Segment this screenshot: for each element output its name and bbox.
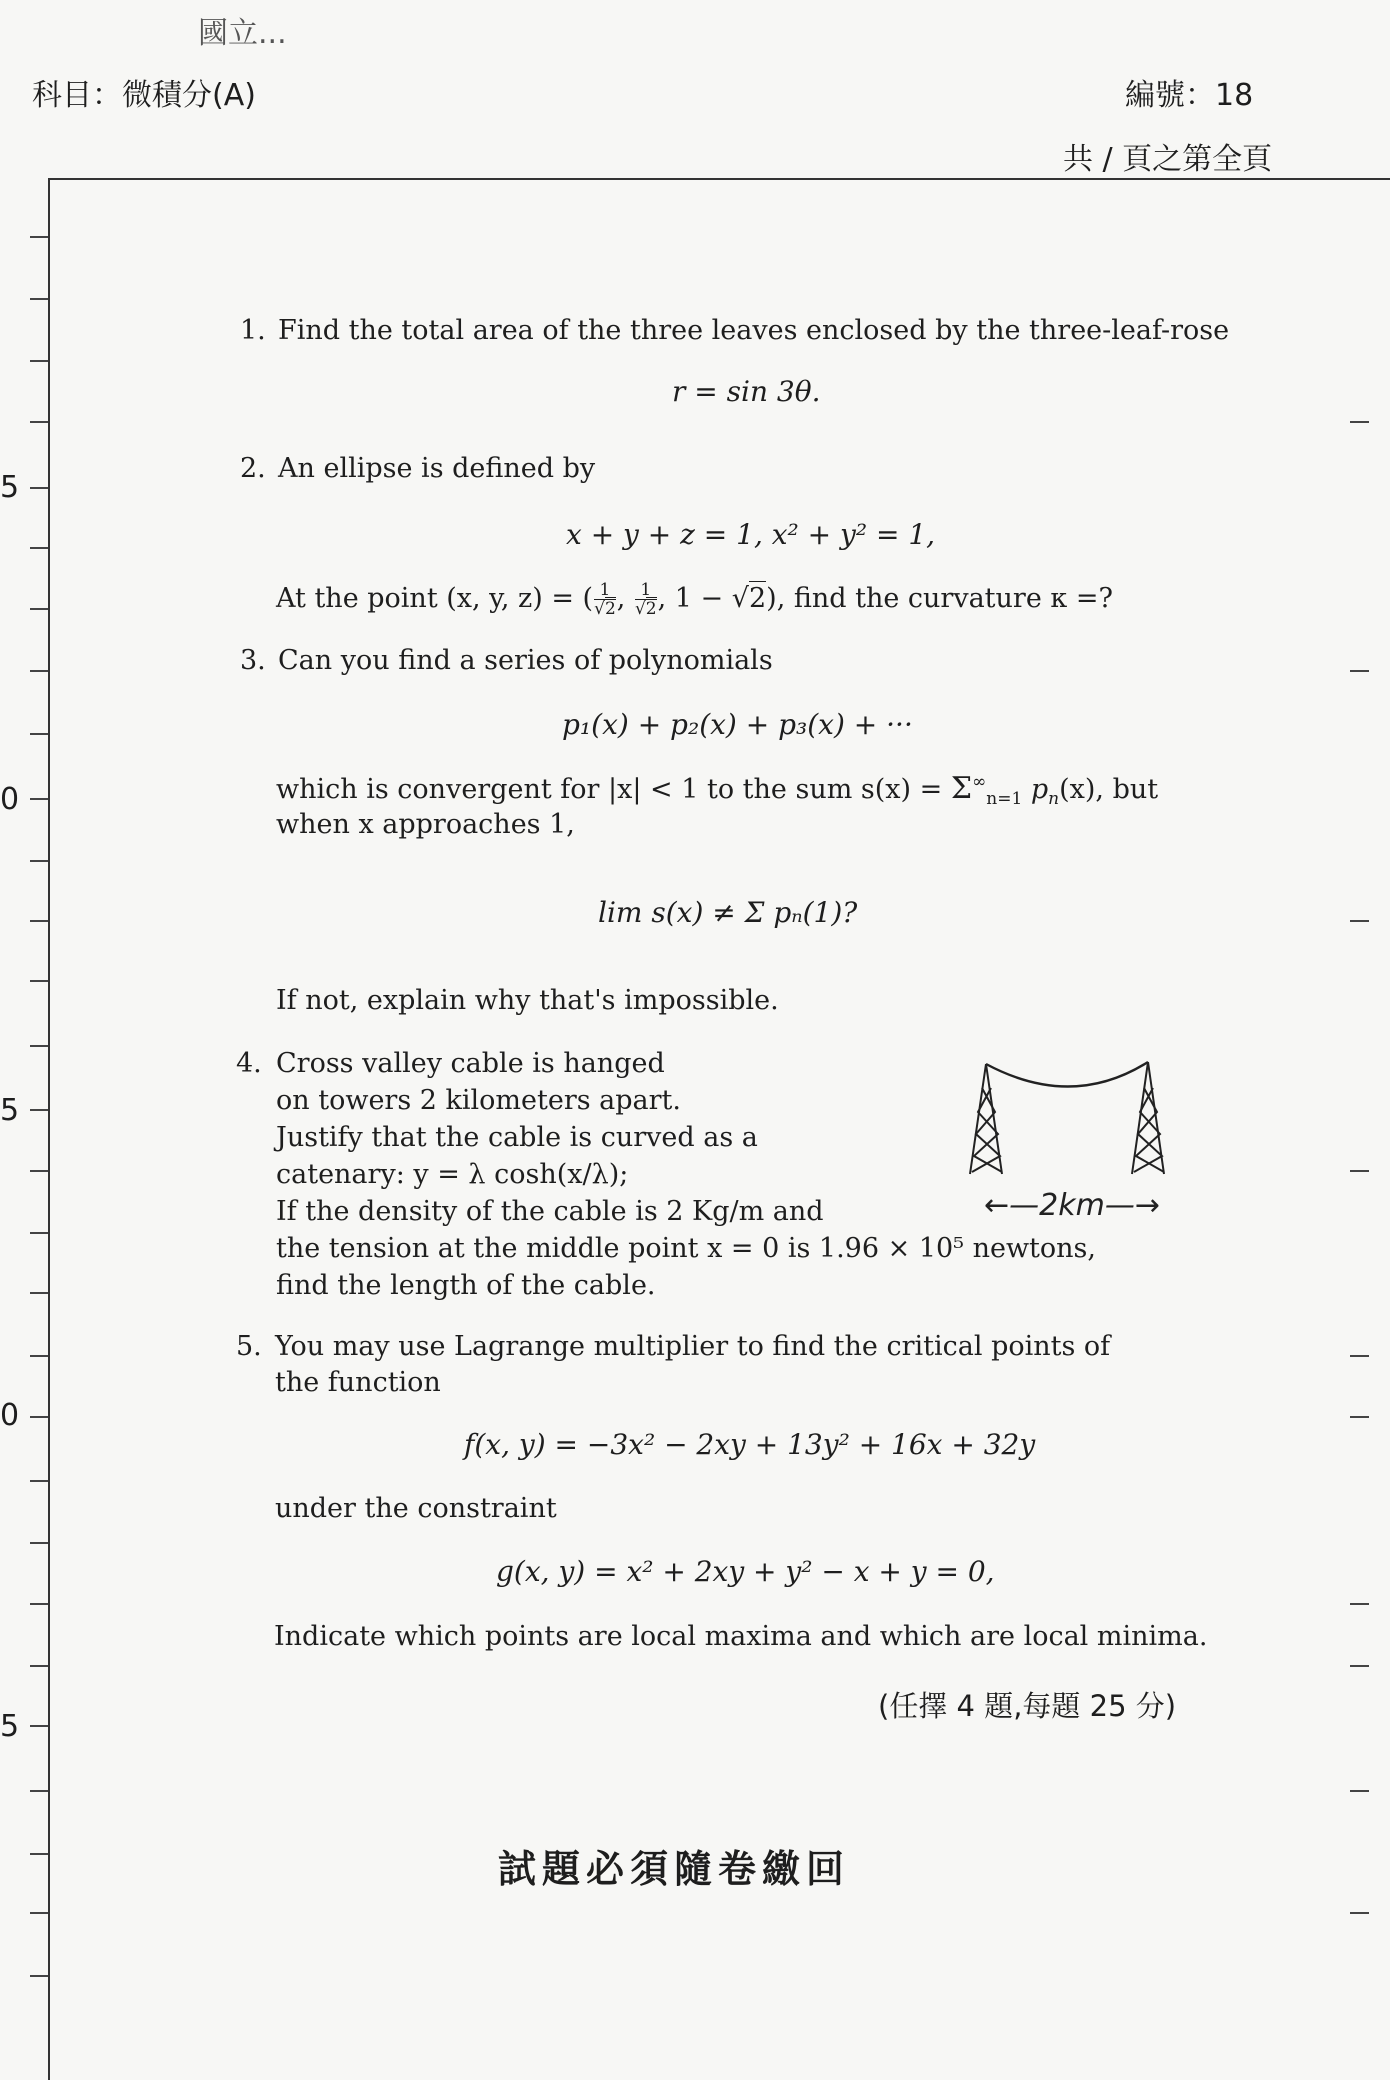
question-5-constraint-text: under the constraint xyxy=(275,1493,557,1524)
question-3-line2-b: p xyxy=(1030,774,1049,805)
question-5-line: You may use Lagrange multiplier to find the critical points of xyxy=(275,1331,1111,1362)
question-2-equation: x + y + z = 1, x² + y² = 1, xyxy=(566,518,936,551)
question-4-number: 4. xyxy=(236,1048,262,1079)
right-tower-icon xyxy=(1132,1062,1164,1174)
question-1-text: Find the total area of the three leaves enclosed by the three-leaf-rose xyxy=(278,315,1230,346)
question-3-equation: p₁(x) + p₂(x) + p₃(x) + ··· xyxy=(562,708,913,741)
question-2-text: An ellipse is defined by xyxy=(278,453,596,484)
ruler-number: 5 xyxy=(0,470,20,505)
ruler-number: 5 xyxy=(0,1093,20,1128)
question-4-line: Cross valley cable is hanged xyxy=(276,1048,665,1079)
question-5-line: the function xyxy=(275,1367,441,1398)
header-scribble: 國立... xyxy=(198,16,287,51)
question-4-line: If the density of the cable is 2 Kg/m and xyxy=(276,1196,824,1227)
fraction: $\frac{1}{√2}$ xyxy=(634,580,657,619)
ruler-number: 0 xyxy=(0,782,20,817)
question-4-line: on towers 2 kilometers apart. xyxy=(276,1085,681,1116)
question-3-number: 3. xyxy=(240,645,266,676)
question-5-closing: Indicate which points are local maxima and which are local minima. xyxy=(274,1621,1208,1652)
question-2-number: 2. xyxy=(240,453,266,484)
question-3-line2: which is convergent for |x| < 1 to the sum $s(x) = \Sigma^\infty_{n=1}$ $p_n(x)$, but xyxy=(276,771,1159,809)
question-5-number: 5. xyxy=(236,1331,262,1362)
return-paper-notice: 試題必須隨卷繳回 xyxy=(498,1847,851,1891)
question-2-followup: At the point (x, y, z) = ( $\frac{1}{√2}$ , $\frac{1}{√2}$ , 1 − √2), find the curvature κ =? xyxy=(276,580,1113,619)
question-3-line3: when x approaches 1, xyxy=(276,809,575,840)
question-4-line: catenary: y = λ cosh(x/λ); xyxy=(276,1159,629,1190)
question-3-closing: If not, explain why that's impossible. xyxy=(276,985,779,1016)
question-4-line: Justify that the cable is curved as a xyxy=(276,1122,758,1153)
question-1-equation: r = sin 3θ. xyxy=(672,375,821,408)
ruler-number: 5 xyxy=(0,1709,20,1744)
selection-instruction: (任擇 4 題,每題 25 分) xyxy=(878,1689,1177,1723)
left-tower-icon xyxy=(970,1064,1002,1174)
page-count: 共 / 頁之第全頁 xyxy=(1063,142,1273,177)
question-4-line: the tension at the middle point x = 0 is 1.96 × 10⁵ newtons, xyxy=(276,1233,1096,1264)
question-3-line2-a: which is convergent for |x| < 1 to the sum s(x) = xyxy=(276,774,951,805)
fraction: $\frac{1}{√2}$ xyxy=(594,580,616,619)
exam-code: 編號：18 xyxy=(1125,78,1254,113)
question-5-constraint-equation: g(x, y) = x² + 2xy + y² − x + y = 0, xyxy=(496,1555,995,1588)
question-3-text: Can you find a series of polynomials xyxy=(278,645,773,676)
question-2-followup-suffix: , find the curvature κ =? xyxy=(776,583,1113,614)
question-5-function-equation: f(x, y) = −3x² − 2xy + 13y² + 16x + 32y xyxy=(464,1428,1036,1461)
question-1-number: 1. xyxy=(240,315,266,346)
question-3-line2-c: (x), but xyxy=(1059,774,1159,805)
question-2-followup-prefix: At the point (x, y, z) = ( xyxy=(276,583,594,614)
ruler-number: 0 xyxy=(0,1398,20,1433)
figure-distance-label: ←—2km—→ xyxy=(984,1188,1160,1223)
question-3-lim-equation: lim s(x) ≠ Σ pₙ(1)? xyxy=(598,896,858,929)
cable-towers-figure xyxy=(960,1048,1180,1188)
subject-label: 科目：微積分(A) xyxy=(32,78,256,113)
question-4-line: find the length of the cable. xyxy=(276,1270,656,1301)
